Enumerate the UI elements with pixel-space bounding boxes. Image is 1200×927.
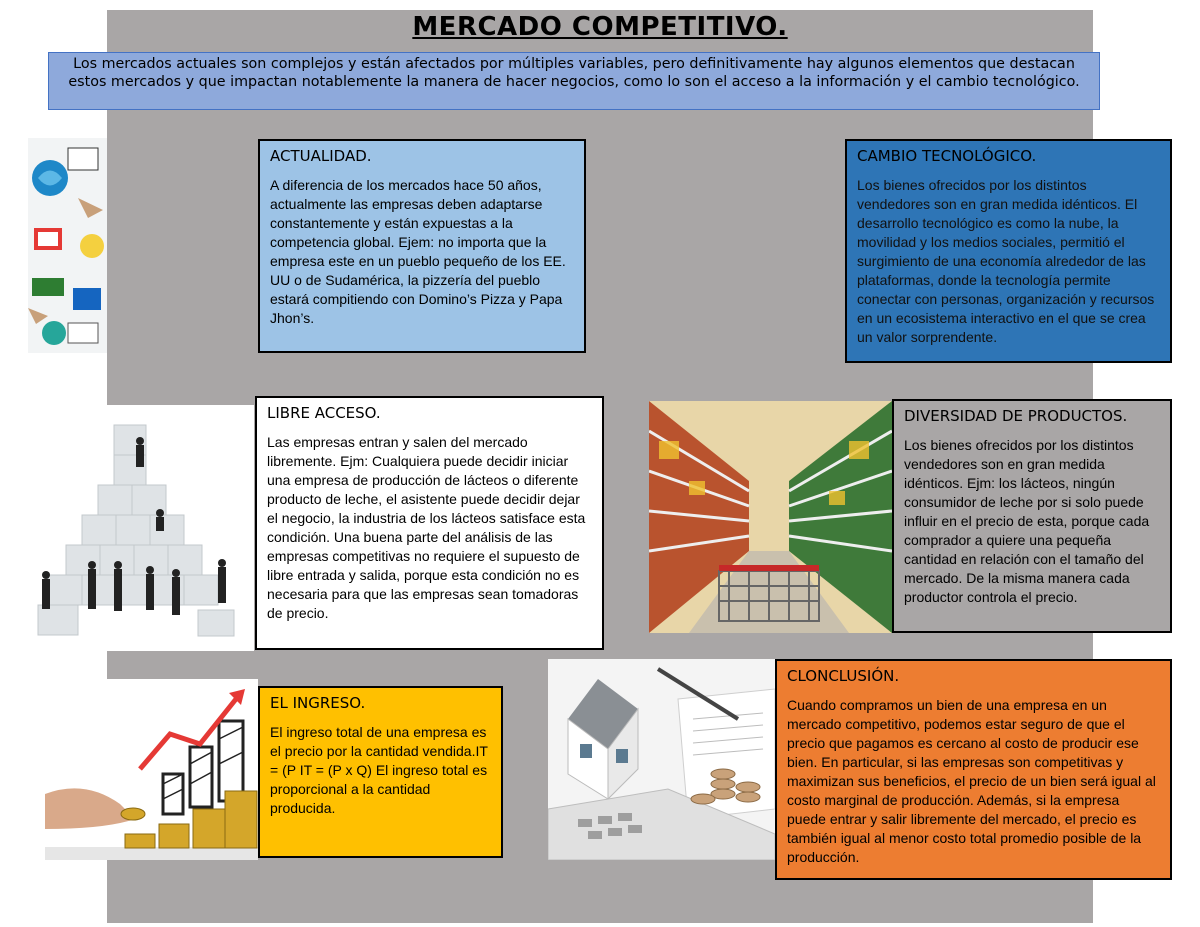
- section-heading: CLONCLUSIÓN.: [787, 667, 900, 685]
- section-text: Las empresas entran y salen del mercado libremente. Ejm: Cualquiera puede decidir iniciar una empresa de producción de lácteos o diferente producto de leche, el asistente puede decidir dejar el negocio, la industria de los lácteos satisface esta condición. Una buena parte del análisis de las empresas competitivas no requiere el supuesto de libre entrada y salida, porque esta condición no es necesaria para que las empresas sean tomadoras de precio.: [267, 434, 586, 621]
- puzzle-business-image: [18, 405, 254, 651]
- section-heading: ACTUALIDAD.: [270, 147, 372, 165]
- section-text: Los bienes ofrecidos por los distintos vendedores son en gran medida idénticos. El desarrollo tecnológico es como la nube, la movilidad y los medios sociales, permitió el surgimiento de una economía alrededor de las plataformas, donde la tecnología permite conectar con personas, organización y recursos en un ecosistema interactivo en el que se crea un valor sorprendente.: [857, 177, 1155, 345]
- coins-growth-image: [45, 679, 258, 860]
- intro-banner: Los mercados actuales son complejos y están afectados por múltiples variables, pero definitivamente hay algunos elementos que destacan estos mercados y que impactan notablemente la manera de hacer negocios, como lo son el acceso a la información y el cambio tecnológico.: [48, 52, 1100, 110]
- section-libre-acceso: [255, 396, 604, 650]
- section-text: Los bienes ofrecidos por los distintos vendedores son en gran medida idénticos. Ejm: los lácteos, ningún consumidor de leche por si solo puede influir en el precio de esta, porque cada comprador a quiere una pequeña cantidad en relación con el tamaño del mercado. De la misma manera cada productor controla el precio.: [904, 437, 1150, 605]
- page-title: MERCADO COMPETITIVO.: [412, 12, 788, 42]
- section-conclusion: [775, 659, 1172, 880]
- section-cambio-tecnologico: [845, 139, 1172, 363]
- supermarket-aisle-image: [649, 401, 892, 633]
- section-heading: EL INGRESO.: [270, 694, 366, 712]
- section-text: Cuando compramos un bien de una empresa en un mercado competitivo, podemos estar seguro de que el precio que pagamos es cercano al costo de producir ese bien. En particular, si las empresas son competitivas y maximizan sus beneficios, el precio de un bien será igual al costo marginal de producción. Además, si la empresa puede entrar y salir libremente del mercado, el precio es también igual al menor costo total promedio posible de la producción.: [787, 697, 1156, 865]
- section-text: El ingreso total de una empresa es el precio por la cantidad vendida.IT = (P IT = (P x Q) El ingreso total es proporcional a la cantidad producida.: [270, 724, 488, 816]
- section-diversidad-productos: [892, 399, 1172, 633]
- section-heading: LIBRE ACCESO.: [267, 404, 381, 422]
- section-heading: CAMBIO TECNOLÓGICO.: [857, 147, 1037, 165]
- section-heading: DIVERSIDAD DE PRODUCTOS.: [904, 407, 1128, 425]
- house-coins-calculator-image: [548, 659, 775, 860]
- section-ingreso: [258, 686, 503, 858]
- section-actualidad: [258, 139, 586, 353]
- social-media-image: [28, 138, 107, 353]
- section-text: A diferencia de los mercados hace 50 años, actualmente las empresas deben adaptarse constantemente y están expuestas a la competencia global. Ejem: no importa que la empresa este en un pueblo pequeño de los EE. UU o de Sudamérica, la pizzería del pueblo estará compitiendo con Domino’s Pizza y Papa Jhon’s.: [270, 177, 566, 326]
